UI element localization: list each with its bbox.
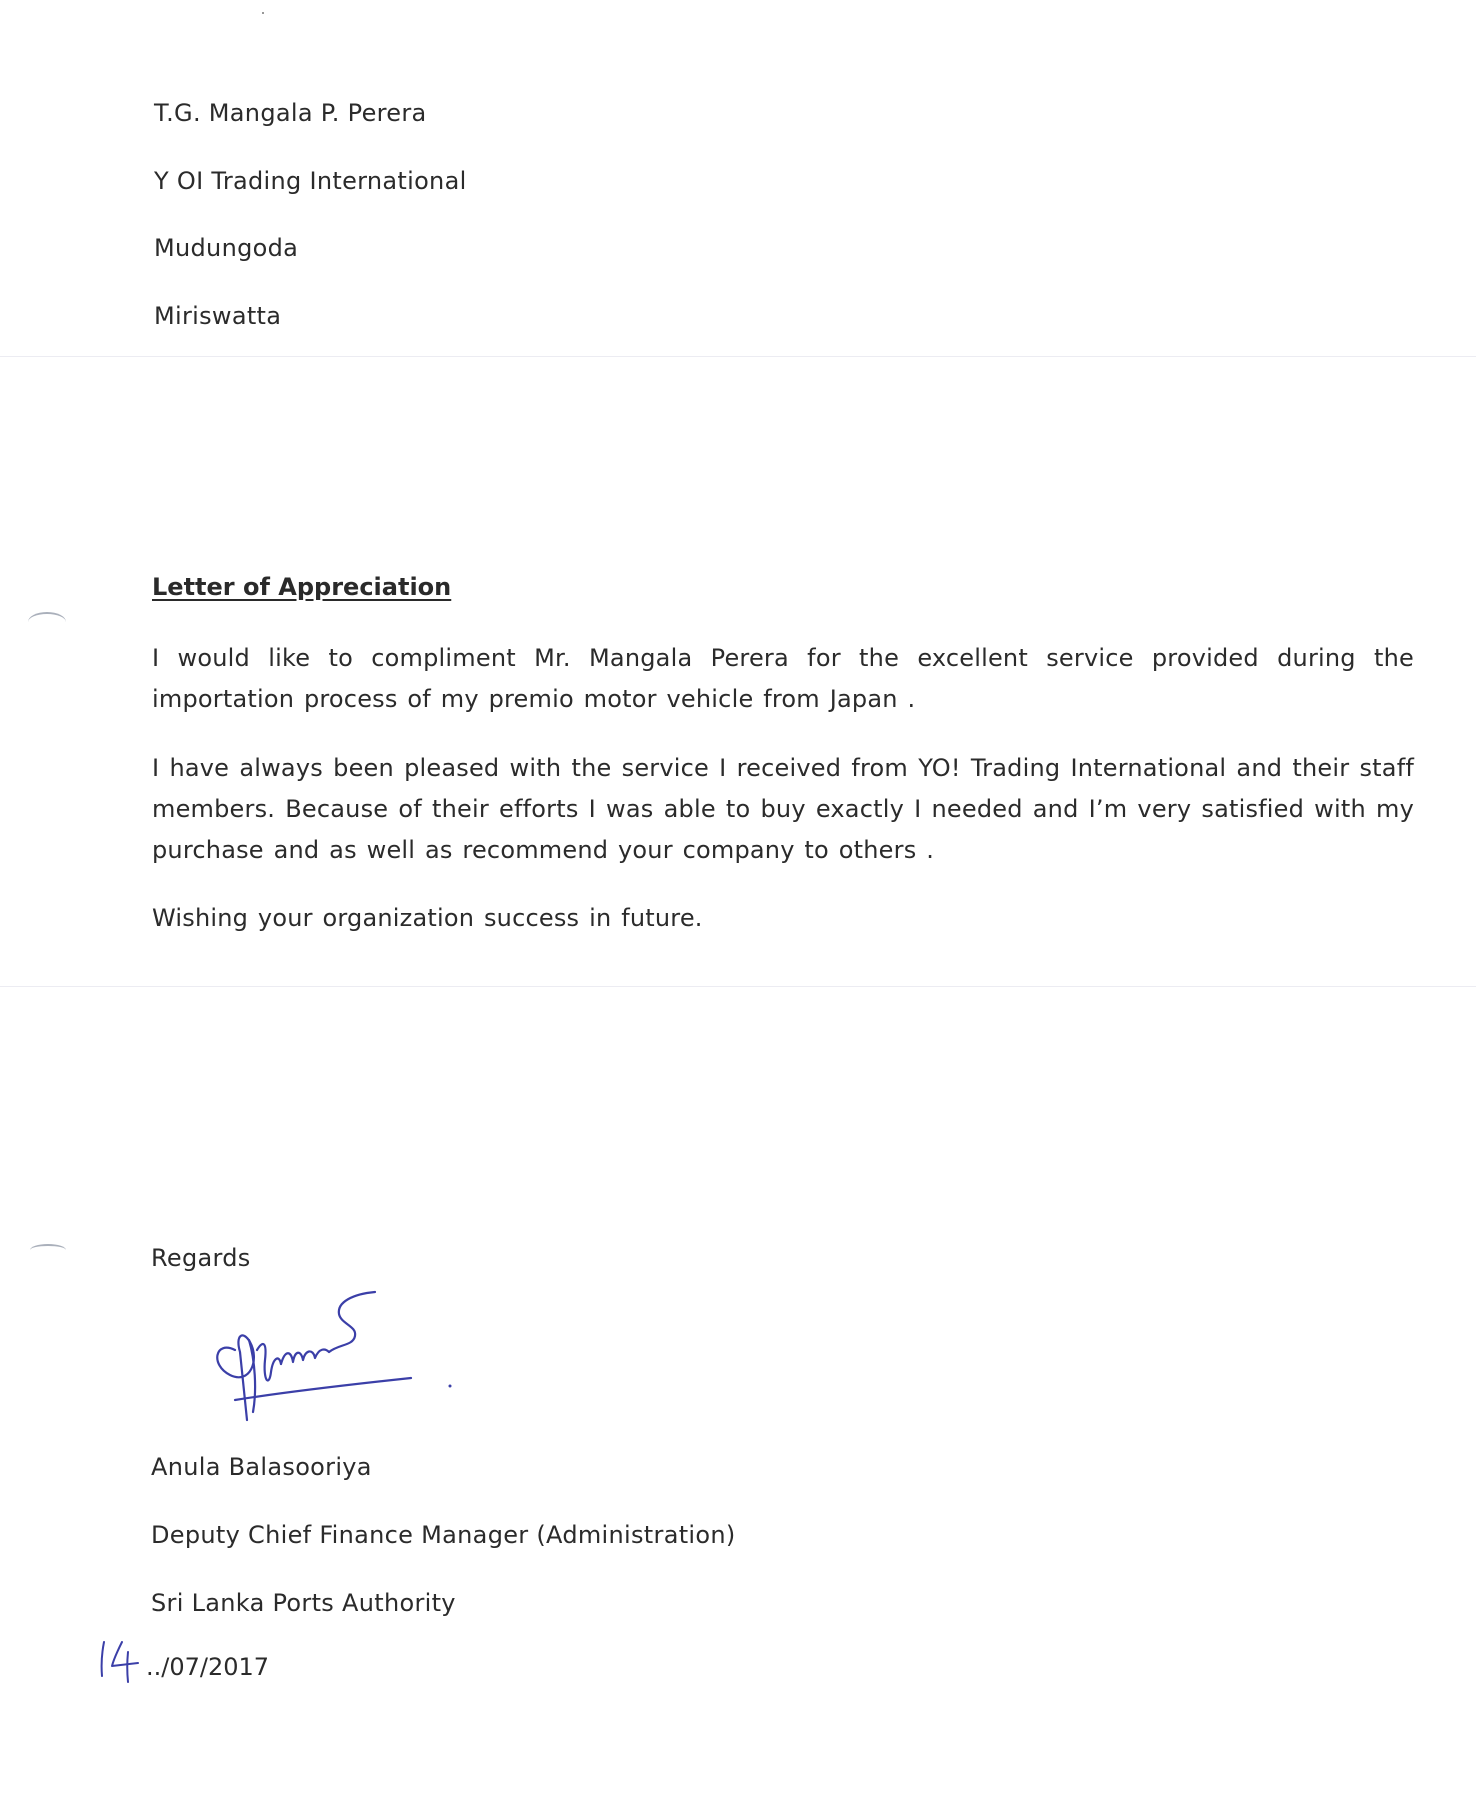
scan-speck [262,12,264,14]
scan-artifact-line [0,986,1476,987]
recipient-address-line1: Mudungoda [154,234,299,262]
margin-mark [30,1244,66,1256]
recipient-company: Y OI Trading International [154,167,467,195]
date-text: ../07/2017 [146,1653,270,1681]
body-paragraph-3: Wishing your organization success in future. [152,904,703,932]
signatory-organization: Sri Lanka Ports Authority [151,1589,456,1617]
body-paragraph-1: I would like to compliment Mr. Mangala Perera for the excellent service provided during the importation process of my premio motor vehicle from Japan . [152,644,1414,713]
signatory-name: Anula Balasooriya [151,1453,372,1481]
recipient-name: T.G. Mangala P. Perera [154,99,427,127]
regards-text: Regards [151,1244,251,1272]
recipient-address-line2: Miriswatta [154,302,282,330]
scan-artifact-line [0,356,1476,357]
body-paragraph-2: I have always been pleased with the service I received from YO! Trading International and their staff members. Because of their efforts I was able to buy exactly I needed and I’m very satisfied with my purchase and as well as recommend your company to others . [152,754,1414,864]
signatory-title: Deputy Chief Finance Manager (Administration) [151,1521,736,1549]
letter-subject: Letter of Appreciation [152,573,452,601]
handwritten-date-day [96,1636,146,1686]
margin-mark [28,612,66,632]
handwritten-signature [205,1280,465,1430]
